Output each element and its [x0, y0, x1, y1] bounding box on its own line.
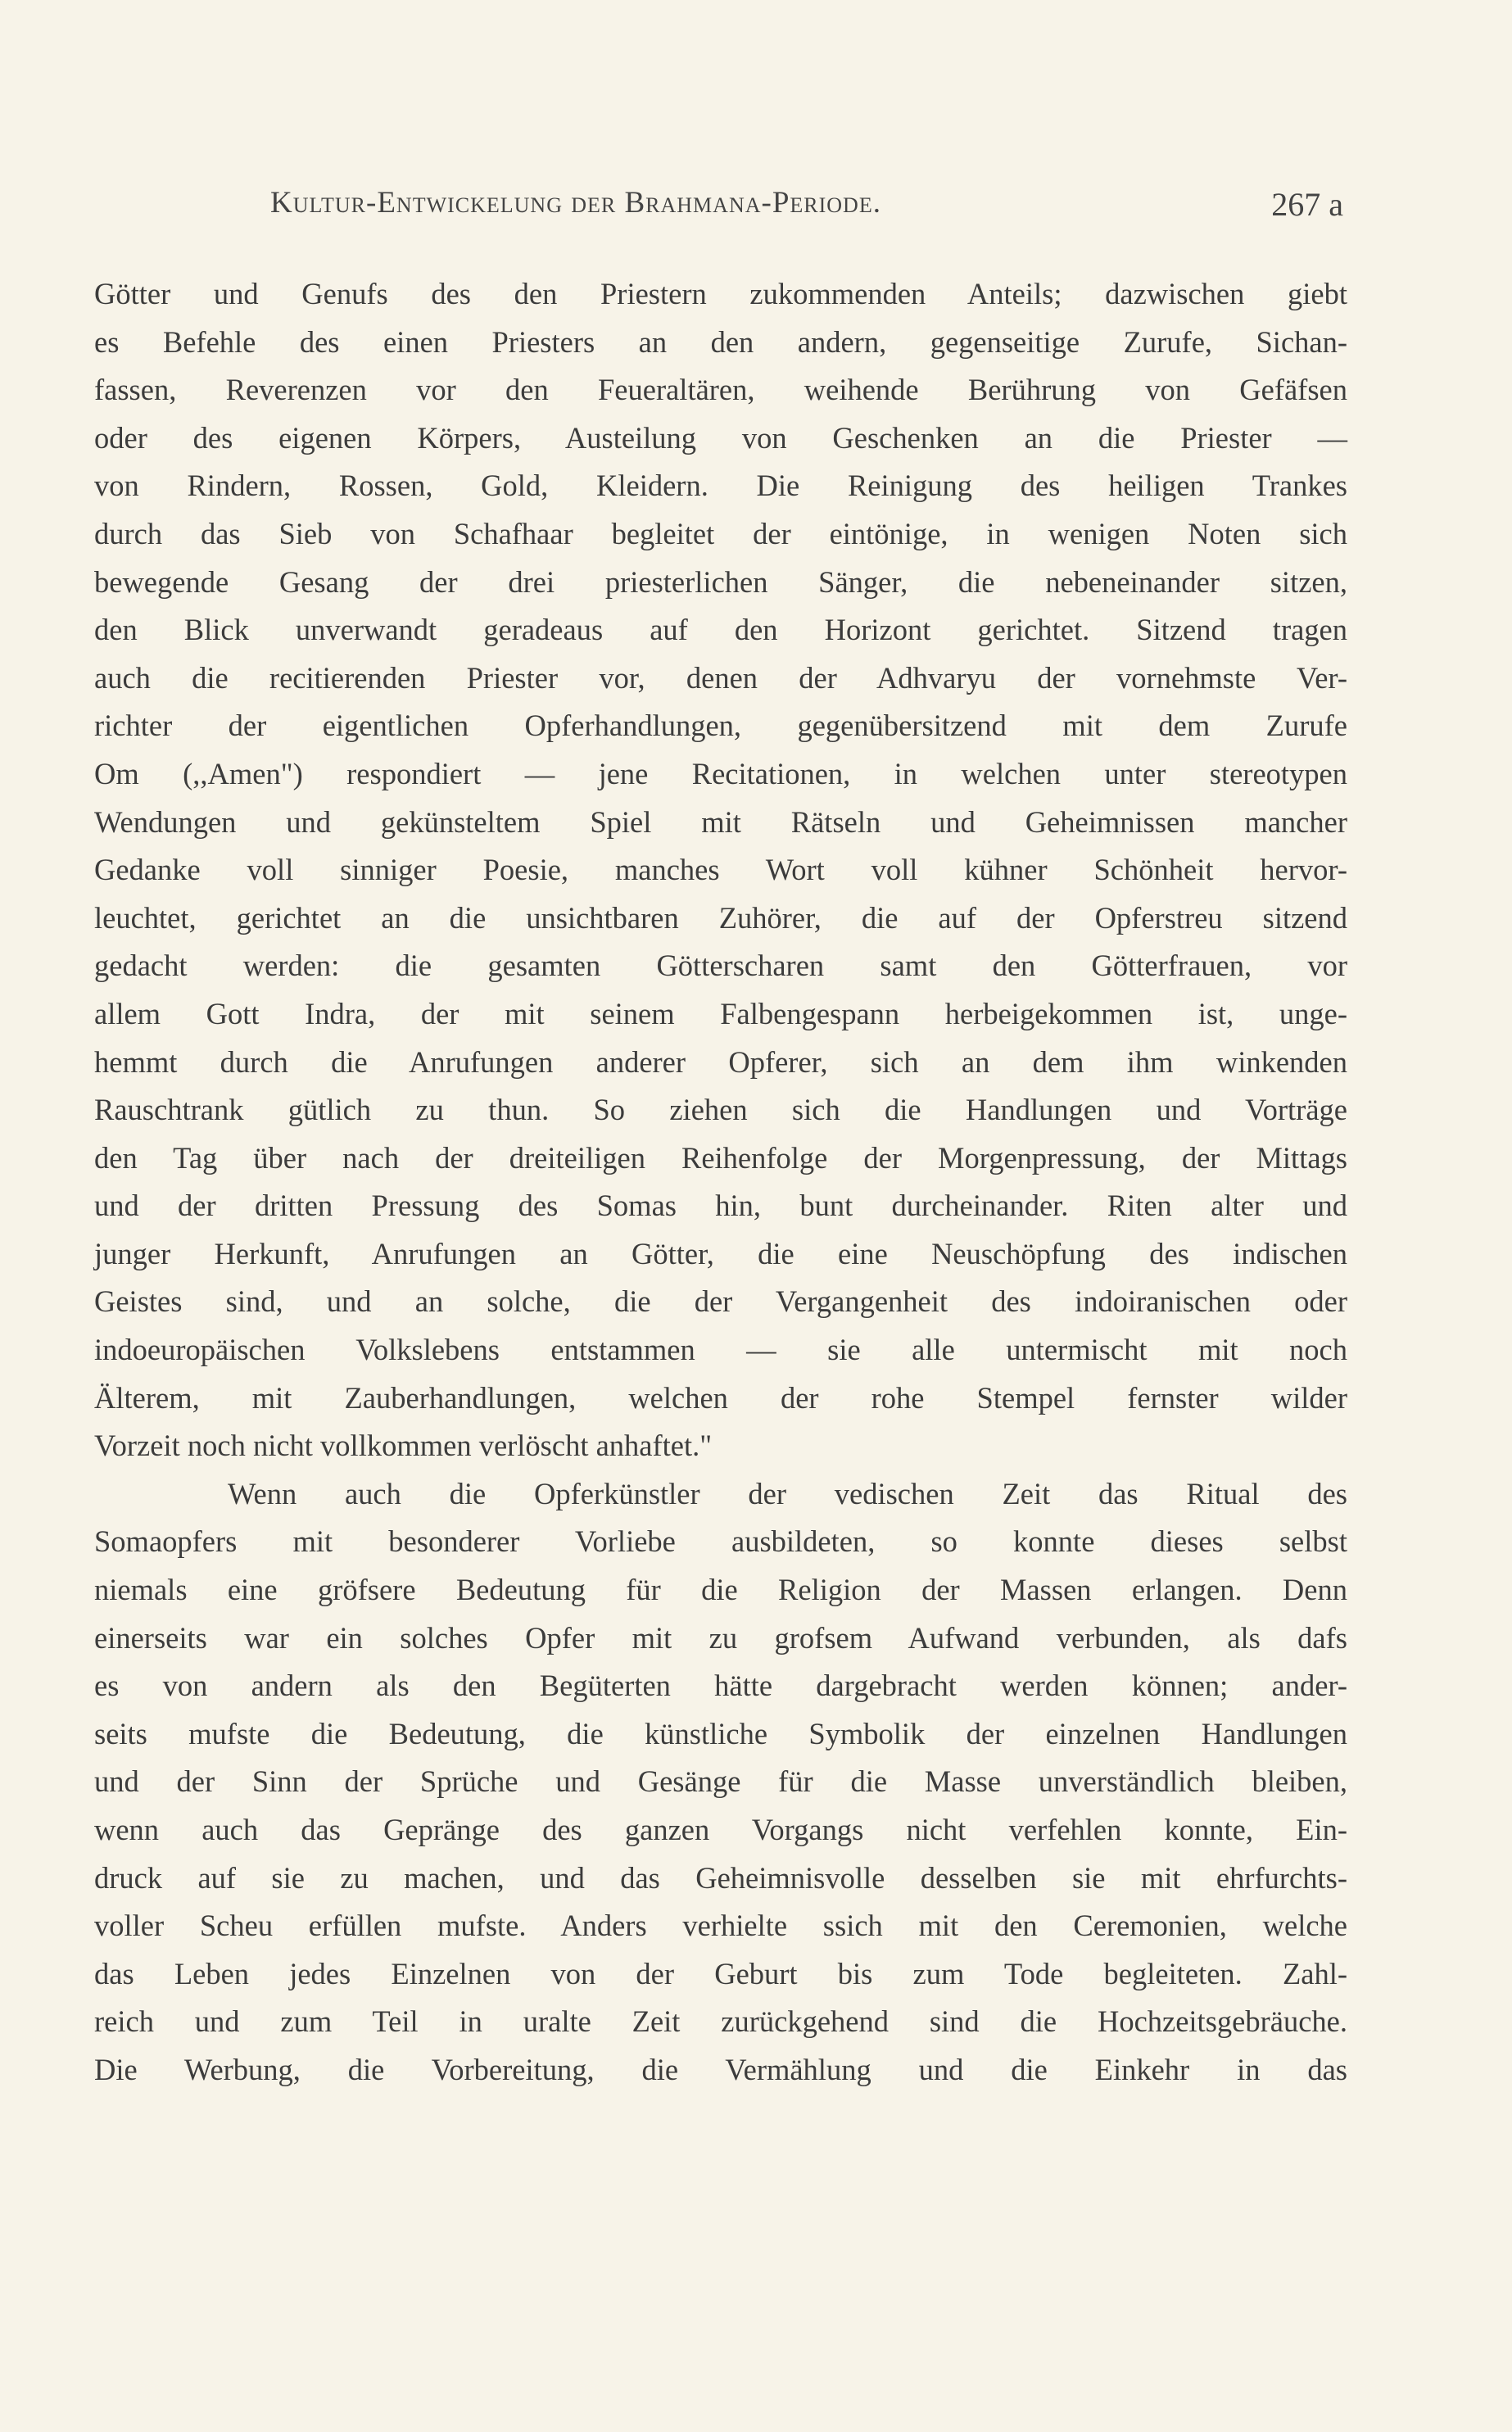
body-text [94, 270, 1347, 2095]
text-line: einerseits war ein solches Opfer mit zu grofsem Aufwand verbunden, als dafs [94, 1620, 1347, 1655]
text-line: leuchtet, gerichtet an die unsichtbaren Zuhörer, die auf der Opferstreu sitzend [94, 900, 1347, 935]
text-line: seits mufste die Bedeutung, die künstliche Symbolik der einzelnen Handlungen [94, 1716, 1347, 1750]
text-line: Om (,,Amen") respondiert — jene Recitationen, in welchen unter stereotypen [94, 756, 1347, 790]
text-line: Gedanke voll sinniger Poesie, manches Wort voll kühner Schönheit hervor- [94, 853, 1347, 887]
text-line: Geistes sind, und an solche, die der Vergangenheit des indoiranischen oder [94, 1284, 1347, 1319]
text-line: den Blick unverwandt geradeaus auf den Horizont gerichtet. Sitzend tragen [94, 613, 1347, 647]
text-line: voller Scheu erfüllen mufste. Anders verhielte ssich mit den Ceremonien, welche [94, 1909, 1347, 1943]
text-line: und der dritten Pressung des Somas hin, bunt durcheinander. Riten alter und [94, 1189, 1347, 1223]
text-line: Somaopfers mit besonderer Vorliebe ausbildeten, so konnte dieses selbst [94, 1524, 1347, 1559]
text-line: richter der eigentlichen Opferhandlungen, gegenübersitzend mit dem Zurufe [94, 709, 1347, 743]
text-line: niemals eine gröfsere Bedeutung für die Religion der Massen erlangen. Denn [94, 1573, 1347, 1607]
text-line: bewegende Gesang der drei priesterlichen Sänger, die nebeneinander sitzen, [94, 564, 1347, 599]
text-line: junger Herkunft, Anrufungen an Götter, die eine Neuschöpfung des indischen [94, 1236, 1347, 1270]
text-line: druck auf sie zu machen, und das Geheimnisvolle desselben sie mit ehrfurchts- [94, 1860, 1347, 1895]
text-line: das Leben jedes Einzelnen von der Geburt bis zum Tode begleiteten. Zahl- [94, 1956, 1347, 1990]
text-line: Wenn auch die Opferkünstler der vedischen Zeit das Ritual des [228, 1476, 1347, 1510]
text-line: es von andern als den Begüterten hätte dargebracht werden können; ander- [94, 1669, 1347, 1703]
text-line: Die Werbung, die Vorbereitung, die Vermählung und die Einkehr in das [94, 2052, 1347, 2086]
text-line: von Rindern, Rossen, Gold, Kleidern. Die Reinigung des heiligen Trankes [94, 469, 1347, 503]
text-line: wenn auch das Gepränge des ganzen Vorgangs nicht verfehlen konnte, Ein- [94, 1813, 1347, 1846]
text-line: oder des eigenen Körpers, Austeilung von Geschenken an die Priester — [94, 420, 1347, 455]
text-line: gedacht werden: die gesamten Götterscharen samt den Götterfrauen, vor [94, 949, 1347, 983]
text-line: auch die recitierenden Priester vor, denen der Adhvaryu der vornehmste Ver- [94, 660, 1347, 695]
text-line: und der Sinn der Sprüche und Gesänge für die Masse unverständlich bleiben, [94, 1764, 1347, 1799]
running-head: Kultur-Entwickelung der Brahmana-Periode. [270, 186, 881, 220]
text-line: Rauschtrank gütlich zu thun. So ziehen sich die Handlungen und Vorträge [94, 1093, 1347, 1127]
text-line: den Tag über nach der dreiteiligen Reihenfolge der Morgenpressung, der Mittags [94, 1140, 1347, 1175]
text-line: indoeuropäischen Volkslebens entstammen — sie alle untermischt mit noch [94, 1333, 1347, 1367]
text-line: Älterem, mit Zauberhandlungen, welchen der rohe Stempel fernster wilder [94, 1380, 1347, 1415]
text-line: Wendungen und gekünsteltem Spiel mit Rätseln und Geheimnissen mancher [94, 804, 1347, 839]
text-line: Götter und Genufs des den Priestern zukommenden Anteils; dazwischen giebt [94, 277, 1347, 310]
text-line: durch das Sieb von Schafhaar begleitet der eintönige, in wenigen Noten sich [94, 516, 1347, 550]
text-line: fassen, Reverenzen vor den Feueraltären, weihende Berührung von Gefäfsen [94, 373, 1347, 407]
text-line: es Befehle des einen Priesters an den andern, gegenseitige Zurufe, Sichan- [94, 324, 1347, 359]
text-line: reich und zum Teil in uralte Zeit zurückgehend sind die Hochzeitsgebräuche. [94, 2004, 1347, 2039]
text-line: allem Gott Indra, der mit seinem Falbengespann herbeigekommen ist, unge- [94, 996, 1347, 1030]
page-header [270, 185, 1343, 234]
page-number: 267 a [1271, 186, 1343, 223]
text-line: Vorzeit noch nicht vollkommen verlöscht anhaftet." [94, 1429, 713, 1463]
text-line: hemmt durch die Anrufungen anderer Opferer, sich an dem ihm winkenden [94, 1044, 1347, 1079]
